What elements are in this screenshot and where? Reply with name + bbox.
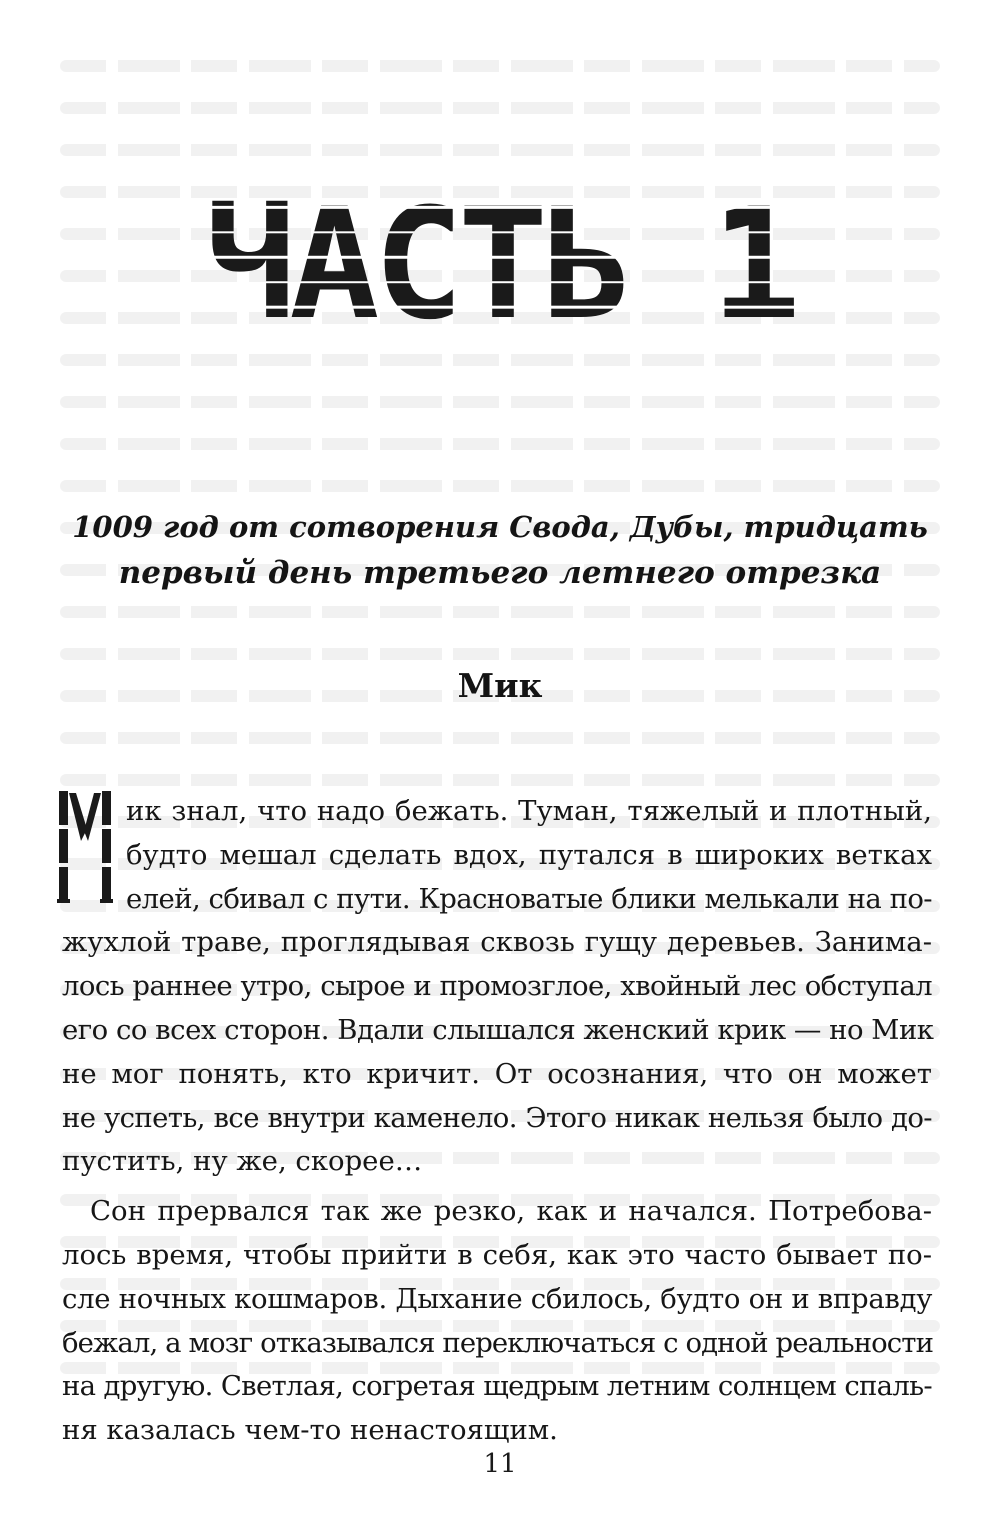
text-line: не мог понять, кто кричит. От осознания, что он может	[62, 1057, 932, 1090]
text-line: ня казалась чем-то ненастоящим.	[62, 1414, 558, 1447]
text-line: сле ночных кошмаров. Дыхание сбилось, будто он и вправду	[62, 1282, 933, 1315]
text-line: Сон прервался так же резко, как и начался. Потребова-	[90, 1195, 932, 1228]
text-line: ик знал, что надо бежать. Туман, тяжелый и плотный,	[126, 795, 932, 827]
text-line: лось раннее утро, сырое и промозглое, хвойный лес обступал	[62, 970, 932, 1003]
text-line: елей, сбивал с пути. Красноватые блики мелькали на по-	[126, 882, 932, 915]
text-line: его со всех сторон. Вдали слышался женский крик — но Мик	[62, 1013, 934, 1046]
chapter-body	[62, 790, 932, 1453]
text-line: лось время, чтобы прийти в себя, как это часто бывает по-	[62, 1238, 932, 1271]
text-line: бежал, а мозг отказывался переключаться с одной реальности	[62, 1326, 934, 1359]
subtitle-line-1: 1009 год от сотворения Свода, Дубы, тридцать	[72, 510, 928, 544]
text-line: пустить, ну же, скорее…	[62, 1145, 423, 1178]
paragraph-2	[62, 1190, 932, 1453]
text-line: жухлой траве, проглядывая сквозь гущу деревьев. Занима-	[62, 926, 932, 959]
paragraph-1	[62, 790, 932, 1184]
date-subtitle	[70, 504, 930, 596]
text-line: будто мешал сделать вдох, путался в широких ветках	[126, 838, 932, 871]
text-line: не успеть, все внутри каменело. Этого никак нельзя было до-	[62, 1101, 932, 1134]
text-line: на другую. Светлая, согретая щедрым летним солнцем спаль-	[62, 1370, 932, 1403]
part-title	[0, 176, 1000, 354]
subtitle-line-2: первый день третьего летнего отрезка	[118, 555, 882, 591]
page-number: 11	[483, 1449, 517, 1479]
part-title-text: ЧАСТЬ 1	[204, 176, 796, 354]
chapter-title: Мик	[457, 666, 543, 705]
